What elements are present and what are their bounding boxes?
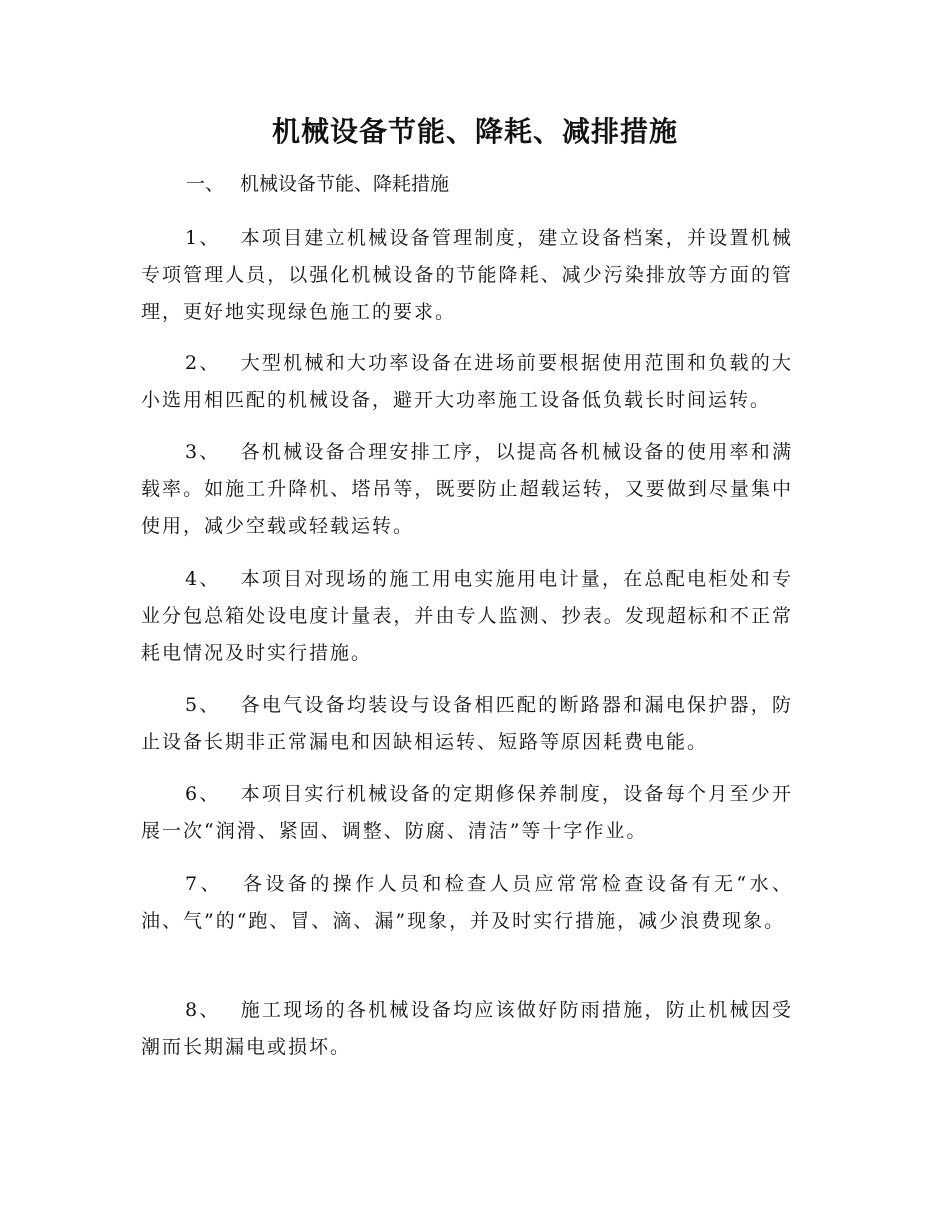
item-number: 7、 bbox=[185, 873, 223, 895]
item-text: 各机械设备合理安排工序，以提高各机械设备的使用率和满载率。如施工升降机、塔吊等，既要防止超载运转，又要做到尽量集中使用，减少空载或轻载运转。 bbox=[141, 441, 793, 537]
item-text: 各设备的操作人员和检查人员应常常检查设备有无“水、油、气”的“跑、冒、滴、漏”现象，并及时实行措施，减少浪费现象。 bbox=[141, 873, 793, 932]
paragraph-item-7 bbox=[141, 866, 793, 940]
item-number: 2、 bbox=[185, 352, 221, 374]
item-text: 各电气设备均装设与设备相匹配的断路器和漏电保护器，防止设备长期非正常漏电和因缺相运转、短路等原因耗费电能。 bbox=[141, 694, 793, 753]
paragraph-item-4 bbox=[141, 561, 793, 672]
item-number: 5、 bbox=[185, 694, 221, 716]
section-heading-text: 机械设备节能、降耗措施 bbox=[240, 173, 450, 195]
item-text: 大型机械和大功率设备在进场前要根据使用范围和负载的大小选用相匹配的机械设备，避开大功率施工设备低负载长时间运转。 bbox=[141, 352, 793, 411]
paragraph-item-3 bbox=[141, 434, 793, 545]
paragraph-item-6 bbox=[141, 776, 793, 850]
item-number: 8、 bbox=[185, 999, 221, 1021]
paragraph-item-1 bbox=[141, 220, 793, 331]
paragraph-item-2 bbox=[141, 345, 793, 419]
item-text: 本项目对现场的施工用电实施用电计量，在总配电柜处和专业分包总箱处设电度计量表，并由专人监测、抄表。发现超标和不正常耗电情况及时实行措施。 bbox=[141, 568, 793, 664]
section-number: 一、 bbox=[186, 173, 225, 195]
section-heading bbox=[186, 170, 449, 198]
item-number: 1、 bbox=[185, 227, 221, 249]
item-number: 4、 bbox=[185, 568, 221, 590]
item-text: 本项目建立机械设备管理制度，建立设备档案，并设置机械专项管理人员，以强化机械设备的节能降耗、减少污染排放等方面的管理，更好地实现绿色施工的要求。 bbox=[141, 227, 793, 323]
document-title: 机械设备节能、降耗、减排措施 bbox=[271, 115, 678, 148]
item-number: 3、 bbox=[185, 441, 221, 463]
paragraph-item-8 bbox=[141, 992, 793, 1066]
item-text: 本项目实行机械设备的定期修保养制度，设备每个月至少开展一次“润滑、紧固、调整、防腐、清洁”等十字作业。 bbox=[141, 783, 793, 842]
item-number: 6、 bbox=[185, 783, 221, 805]
item-text: 施工现场的各机械设备均应该做好防雨措施，防止机械因受潮而长期漏电或损坏。 bbox=[141, 999, 793, 1058]
paragraph-item-5 bbox=[141, 687, 793, 761]
